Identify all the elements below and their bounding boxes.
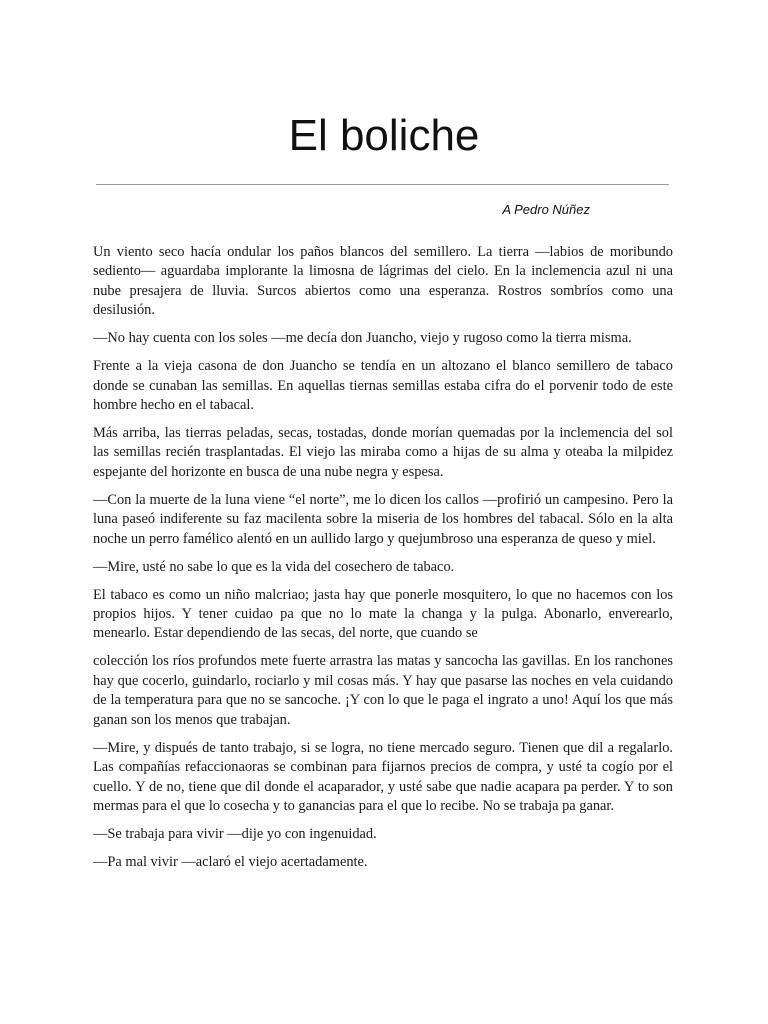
document-title: El boliche [288, 111, 480, 160]
paragraph: El tabaco es como un niño malcriao; jasta hay que ponerle mosquitero, lo que no hacemos con los propios hijos. Y tener cuidao pa que no lo mate la changa y la pulga. Abonarlo, enverearlo, menearlo. Estar dependiendo de las secas, del norte, que cuando se [93, 586, 673, 642]
paragraph: —Con la muerte de la luna viene “el norte”, me lo dicen los callos —profirió un campesino. Pero la luna paseó indiferente su faz macilenta sobre la miseria de los hombres del tabacal. Sólo en la alta noche un perro famélico alentó en un aullido largo y quejumbroso una esperanza de queso y miel. [93, 491, 673, 547]
paragraph: Un viento seco hacía ondular los paños blancos del semillero. La tierra —labios de moribundo sediento— aguardaba implorante la limosna de lágrimas del cielo. En la inclemencia azul ni una nube presajera de lluvia. Surcos abiertos como una esperanza. Rostros sombríos como una desilusión. [93, 244, 673, 319]
title-divider [96, 184, 669, 185]
paragraph: colección los ríos profundos mete fuerte arrastra las matas y sancocha las gavillas. En los ranchones hay que cocerlo, guindarlo, rociarlo y mil cosas más. Y hay que pasarse las noches en vela cuidando de la temperatura para que no se sancoche. ¡Y con lo que le paga el ingrato a uno! Aquí los que más ganan son los menos que trabajan. [93, 653, 673, 728]
paragraph: —Mire, usté no sabe lo que es la vida del cosechero de tabaco. [93, 558, 455, 575]
paragraph: —Se trabaja para vivir —dije yo con ingenuidad. [93, 825, 377, 842]
paragraph: —No hay cuenta con los soles —me decía don Juancho, viejo y rugoso como la tierra misma. [93, 330, 632, 347]
paragraph: Más arriba, las tierras peladas, secas, tostadas, donde morían quemadas por la inclemencia del sol las semillas recién trasplantadas. El viejo las miraba como a hijas de su alma y oteaba la milpidez espejante del horizonte en busca de una nube negra y espesa. [93, 425, 673, 480]
dedication: A Pedro Núñez [502, 202, 590, 217]
paragraph: Frente a la vieja casona de don Juancho se tendía en un altozano el blanco semillero de tabaco donde se cunaban las semillas. En aquellas tiernas semillas estaba cifra do el porvenir todo de este hombre hecho en el tabacal. [93, 358, 673, 414]
paragraph: —Mire, y dispués de tanto trabajo, si se logra, no tiene mercado seguro. Tienen que dil a regalarlo. Las compañías refaccionaoras se combinan para fijarnos precios de compra, y usté ta cogío por el cuello. Y de no, tiene que dil donde el acaparador, y usté sabe que nadie acapara pa perder. Y to son mermas para el que lo cosecha y to ganancias para el que lo recibe. No se trabaja pa ganar. [93, 739, 673, 814]
paragraph: —Pa mal vivir —aclaró el viejo acertadamente. [93, 853, 368, 870]
body-text [93, 243, 673, 881]
